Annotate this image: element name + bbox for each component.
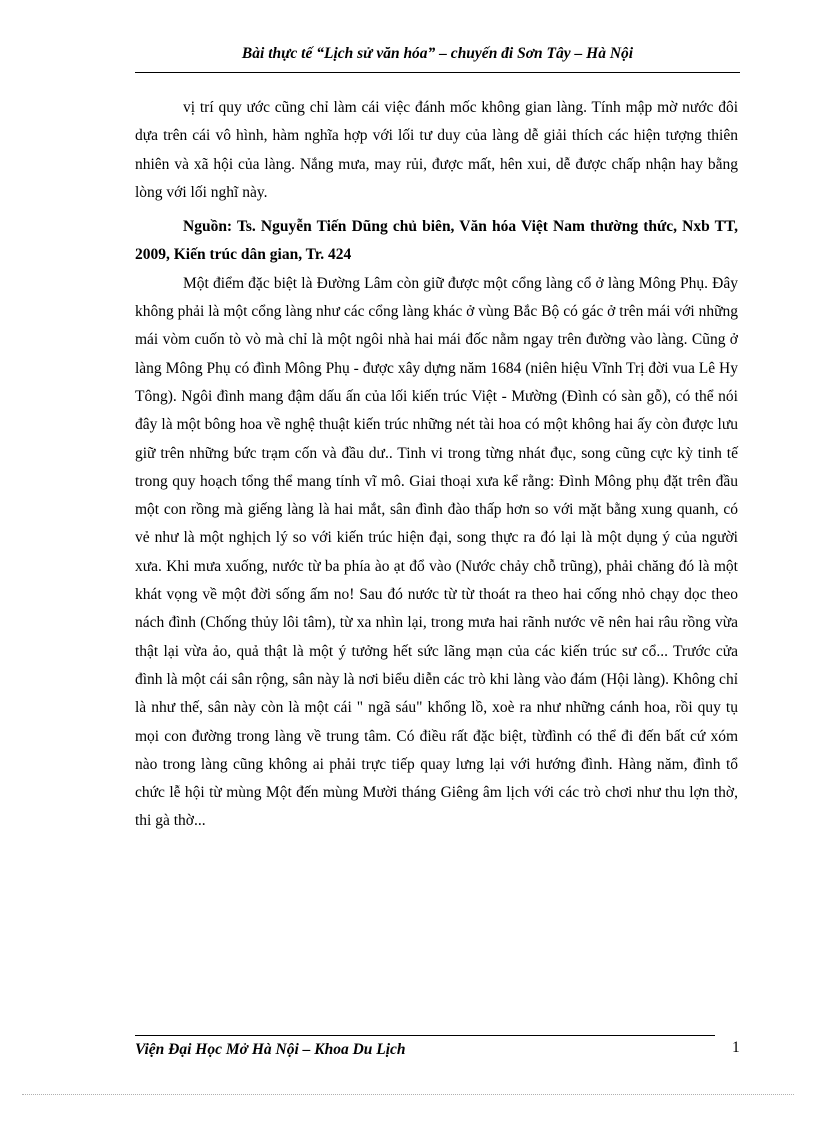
paragraph-mong-phu-communal-house: Một điểm đặc biệt là Đường Lâm còn giữ được một cổng làng cổ ở làng Mông Phụ. Đây không phải là một cổng làng như các cổng làng khác ở vùng Bắc Bộ có gác ở trên mái với những mái vòm cuốn tò vò mà chỉ là một ngôi nhà hai mái đốc nằm ngay trên đường vào làng. Cũng ở làng Mông Phụ có đình Mông Phụ - được xây dựng năm 1684 (niên hiệu Vĩnh Trị đời vua Lê Hy Tông). Ngôi đình mang đậm dấu ấn của lối kiến trúc Việt - Mường (Đình có sàn gỗ), có thể nói đây là một bông hoa về nghệ thuật kiến trúc những nét tài hoa có một không hai ấy còn được lưu giữ trên những bức trạm cốn và đầu dư.. Tinh vi trong từng nhát đục, song cũng cực kỳ tinh tế trong quy hoạch tổng thể mang tính vĩ mô. Giai thoại xưa kể rằng: Đình Mông phụ đặt trên đầu một con rồng mà giếng làng là hai mắt, sân đình đào thấp hơn so với mặt bằng xung quanh, có vẻ như là một nghịch lý so với kiến trúc hiện đại, song thực ra đó lại là một dụng ý của người xưa. Khi mưa xuống, nước từ ba phía ào ạt đổ vào (Nước chảy chỗ trũng), phải chăng đó là một khát vọng về một đời sống ấm no! Sau đó nước từ từ thoát ra theo hai cống nhỏ chạy dọc theo nách đình (Chống thủy lôi tâm), từ xa nhìn lại, trong mưa hai rãnh nước vẽ nên hai râu rồng vừa thật lại vừa ảo, quả thật là một ý tưởng hết sức lãng mạn của các kiến trúc sư cổ... Trước cửa đình là một cái sân rộng, sân này là nơi biểu diễn các trò khi làng vào đám (Hội làng). Không chỉ là như thế, sân này còn là một cái " ngã sáu" khổng lồ, xoè ra như những cánh hoa, rồi quy tụ mọi con đường trong làng về trung tâm. Có điều rất đặc biệt, từđình có thể đi đến bất cứ xóm nào trong làng cũng không ai phải trực tiếp quay lưng lại với hướng đình. Hàng năm, đình tổ chức lễ hội từ mùng Một đến mùng Mười tháng Giêng âm lịch với các trò chơi như thu lợn thờ, thi gà thờ... [135, 274, 738, 830]
paragraph-village-beliefs: vị trí quy ước cũng chỉ làm cái việc đánh mốc không gian làng. Tính mập mờ nước đôi dựa trên cái vô hình, hàm nghĩa hợp với lối tư duy của làng dễ giải thích các hiện tượng thiên nhiên và xã hội của làng. Nắng mưa, may rủi, được mất, hên xui, dễ được chấp nhận hay bằng lòng với lối nghĩ này. [135, 99, 738, 201]
page-footer: Viện Đại Học Mở Hà Nội – Khoa Du Lịch [135, 1041, 406, 1058]
page-bottom-border [22, 1094, 794, 1095]
document-body [135, 94, 738, 836]
page-number: 1 [732, 1039, 740, 1056]
page-header: Bài thực tế “Lịch sử văn hóa” – chuyến đi Sơn Tây – Hà Nội [241, 45, 634, 62]
source-citation: Nguồn: Ts. Nguyễn Tiến Dũng chủ biên, Văn hóa Việt Nam thường thức, Nxb TT, 2009, Kiến trúc dân gian, Tr. 424 [135, 218, 738, 264]
footer-divider [135, 1035, 715, 1036]
header-divider [135, 72, 740, 73]
